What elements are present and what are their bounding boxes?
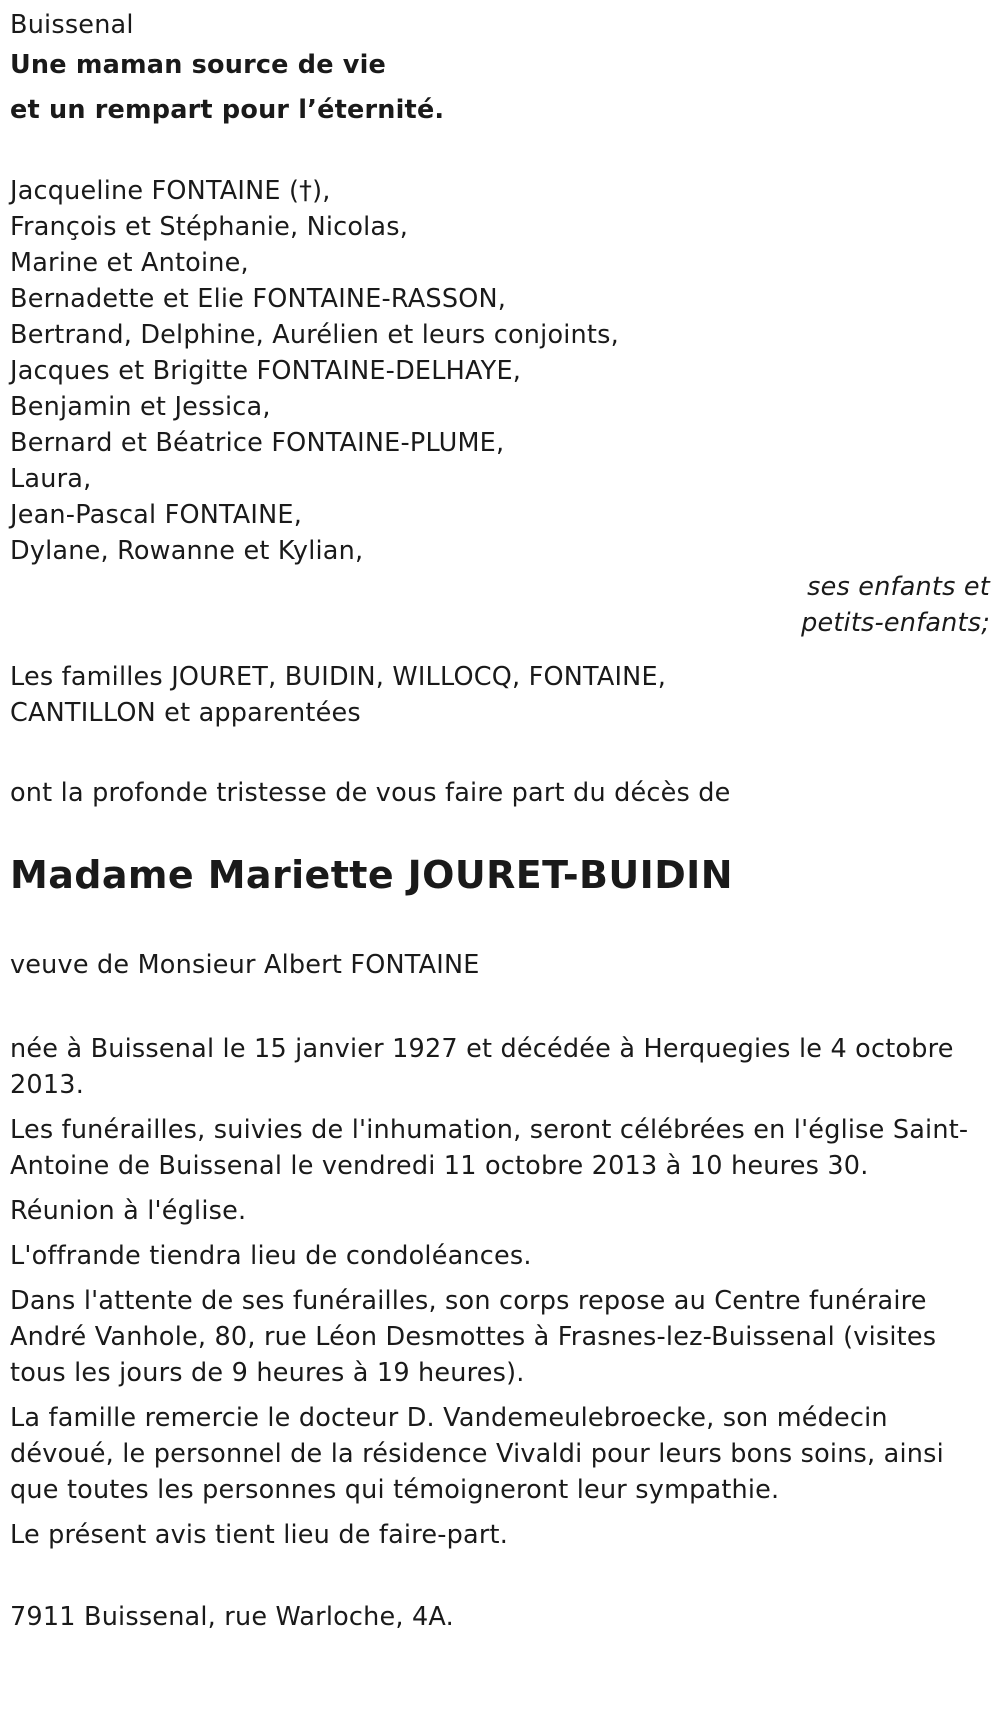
family-member: Bertrand, Delphine, Aurélien et leurs conjoints, [10, 320, 619, 350]
families-block [10, 659, 990, 731]
relation-line-1: ses enfants et [807, 572, 990, 602]
family-member: Jacqueline FONTAINE (†), [10, 176, 331, 206]
thanks-paragraph: La famille remercie le docteur D. Vandemeulebroecke, son médecin dévoué, le personnel de la résidence Vivaldi pour leurs bons soins, ainsi que toutes les personnes qui témoigneront leur sympathie. [10, 1403, 944, 1505]
family-member: Jacques et Brigitte FONTAINE-DELHAYE, [10, 356, 522, 386]
motto-line-2: et un rempart pour l’éternité. [10, 95, 445, 125]
announcement-text: ont la profonde tristesse de vous faire part du décès de [10, 778, 731, 808]
family-member: Benjamin et Jessica, [10, 392, 271, 422]
widow-of-text: veuve de Monsieur Albert FONTAINE [10, 950, 480, 980]
family-member: Bernard et Béatrice FONTAINE-PLUME, [10, 428, 505, 458]
body-rest-paragraph: Dans l'attente de ses funérailles, son corps repose au Centre funéraire André Vanhole, 80, rue Léon Desmottes à Frasnes-lez-Buissenal (visites tous les jours de 9 heures à 19 heures). [10, 1286, 937, 1388]
motto-line-1: Une maman source de vie [10, 50, 387, 80]
address-line: 7911 Buissenal, rue Warloche, 4A. [10, 1602, 454, 1632]
family-member: Marine et Antoine, [10, 248, 249, 278]
family-member: Bernadette et Elie FONTAINE-RASSON, [10, 284, 507, 314]
families-line-1: Les familles JOURET, BUIDIN, WILLOCQ, FONTAINE, [10, 662, 667, 692]
notice-paragraph: Le présent avis tient lieu de faire-part. [10, 1520, 509, 1550]
obituary-notice [10, 0, 990, 1635]
family-member: Dylane, Rowanne et Kylian, [10, 536, 364, 566]
family-member: Laura, [10, 464, 92, 494]
family-member: François et Stéphanie, Nicolas, [10, 212, 409, 242]
funeral-paragraph: Les funérailles, suivies de l'inhumation, seront célébrées en l'église Saint-Antoine de Buissenal le vendredi 11 octobre 2013 à 10 heures 30. [10, 1115, 969, 1181]
family-members-list [10, 173, 990, 569]
family-member: Jean-Pascal FONTAINE, [10, 500, 303, 530]
place-heading: Buissenal [10, 10, 134, 40]
birth-death-paragraph: née à Buissenal le 15 janvier 1927 et décédée à Herquegies le 4 octobre 2013. [10, 1034, 954, 1100]
relation-line-2: petits-enfants; [801, 608, 990, 638]
relation-note [10, 569, 990, 641]
families-line-2: CANTILLON et apparentées [10, 698, 361, 728]
offering-paragraph: L'offrande tiendra lieu de condoléances. [10, 1241, 532, 1271]
deceased-name: Madame Mariette JOURET-BUIDIN [10, 853, 733, 897]
meeting-paragraph: Réunion à l'église. [10, 1196, 247, 1226]
